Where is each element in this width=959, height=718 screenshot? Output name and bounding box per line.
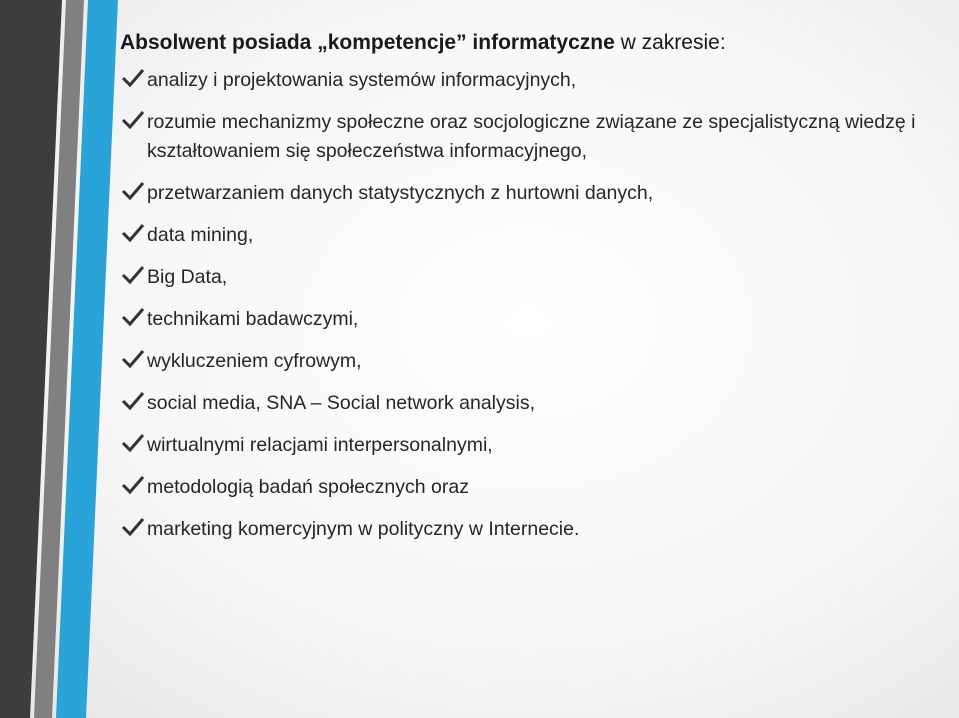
checkmark-icon (120, 433, 145, 453)
checkmark-icon (120, 223, 145, 243)
list-item-text: technikami badawczymi, (147, 308, 359, 330)
list-item-text: wykluczeniem cyfrowym, (147, 350, 362, 372)
list-item (120, 305, 940, 334)
slide-content (120, 28, 940, 557)
list-item (120, 221, 940, 250)
list-item-text: marketing komercyjnym w polityczny w Internecie. (147, 518, 580, 540)
checkmark-icon (120, 265, 145, 285)
checkmark-icon (120, 349, 145, 369)
heading-intro: Absolwent posiada (120, 31, 318, 54)
heading-emphasis: „kompetencje” informatyczne (317, 31, 615, 54)
list-item (120, 179, 940, 208)
list-item (120, 431, 940, 460)
list-item (120, 347, 940, 376)
list-item (120, 108, 940, 166)
list-item-text: analizy i projektowania systemów informacyjnych, (147, 69, 577, 91)
list-item-text: data mining, (147, 224, 254, 246)
list-item-text: social media, SNA – Social network analysis, (147, 392, 536, 414)
list-item-text: przetwarzaniem danych statystycznych z hurtowni danych, (147, 182, 654, 204)
checkmark-icon (120, 68, 145, 88)
heading-tail: w zakresie: (614, 31, 726, 54)
list-item-text: wirtualnymi relacjami interpersonalnymi, (147, 434, 493, 456)
list-item (120, 515, 940, 544)
list-item (120, 66, 940, 95)
list-item (120, 473, 940, 502)
checkmark-icon (120, 475, 145, 495)
checkmark-icon (120, 391, 145, 411)
list-item-text: Big Data, (147, 266, 228, 288)
checkmark-icon (120, 307, 145, 327)
competency-list (120, 66, 940, 544)
checkmark-icon (120, 517, 145, 537)
list-item-text: metodologią badań społecznych oraz (147, 476, 469, 498)
checkmark-icon (120, 110, 145, 130)
slide-heading (120, 28, 940, 58)
list-item (120, 263, 940, 292)
list-item-text: rozumie mechanizmy społeczne oraz socjologiczne związane ze specjalistyczną wiedzę i kształtowaniem się społeczeństwa informacyjnego, (147, 111, 916, 162)
checkmark-icon (120, 181, 145, 201)
list-item (120, 389, 940, 418)
